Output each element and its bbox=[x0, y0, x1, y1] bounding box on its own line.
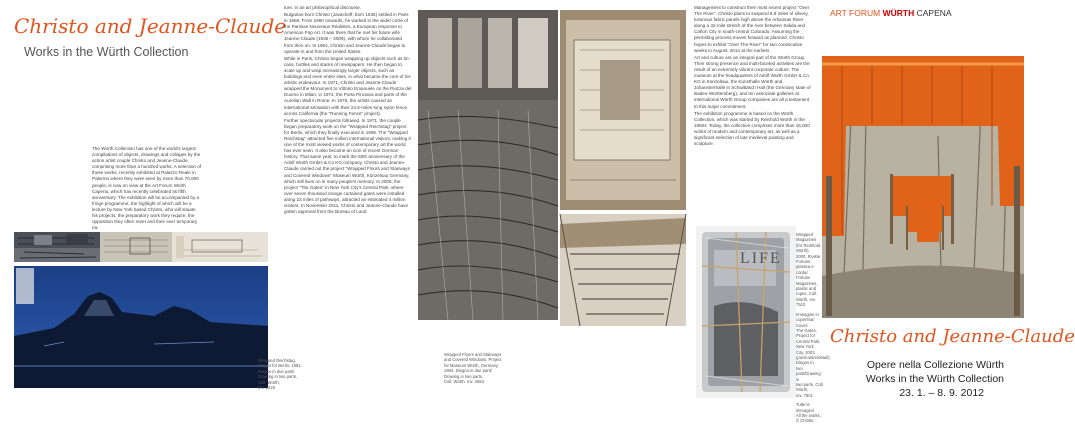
caption-line: Central Park, New York bbox=[796, 338, 821, 350]
drawing-strip-mid bbox=[100, 232, 172, 262]
header-brand: WÜRTH bbox=[882, 8, 915, 18]
wurth-paragraph: Management to construct their most recent project "Over The River". Christo plans to suspend 5.9 miles of silvery, luminous fabric panels high above the Arkansas River along a 42-mile stretch of the river between Salida and Cañon City in south-central Colorado. Assuming the permitting process moves forward as planned, Christo hopes to exhibit "Over The River" for two consecutive weeks in August, 2014 at the earliest. bbox=[694, 5, 810, 53]
caption-line: plastic and ropes, Coll. bbox=[796, 286, 818, 297]
caption-line: All the works: bbox=[796, 413, 821, 418]
caption-line: (for Reinhold Würth), bbox=[796, 242, 820, 254]
caption-line: Project for Berlin, 1991. bbox=[258, 363, 302, 369]
header-post: CAPENA bbox=[916, 8, 952, 18]
caption-line: Wrapped Magazines bbox=[796, 232, 817, 243]
caption-line: Diegno in due parti/ bbox=[258, 368, 295, 374]
history-paragraph: Bulgarian-born Christo (Javacheff, born 1935) settled in Paris in 1958. From 1960 onwards, he worked in the wider circle of the Parisian Nouveaux Réalistes, a European response to American Pop Art. It was there that he met his future wife Jeanne-Claude (1935 – 2009), with whom he collaborated from then on. In 1964, Christo and Jeanne-Claude began to operate in and from the United States. bbox=[284, 12, 409, 54]
history-paragraph: Further spectacular projects followed. In 1971, the couple began preparatory work on the "Wrapped Reichstag" project for Berlin, which they finally executed in 1995. The "Wrapped Reichstag" attracted five million international visitors, making it one of the most viewed works of contemporary art the world has ever seen. It also became an icon of recent German history. That same year, to mark the 50th anniversary of the Adolf Würth GmbH & Co KG company, Christo and Jeanne-Claude carried out the project "Wrapped Floors and Stairways and Covered Windows" Museum Würth, Künzelsau Germany, which still lives on in many people's memory. In 2005, the project "The Gates" in New York City's Central Park, where over seven thousand orange curtained gates were installed along 23 miles of pathways, attracted an estimated 4 million visitors. In November 2011, Christo and Jeanne-Claude have gotten approval from the Bureau of Land bbox=[284, 117, 411, 215]
caption-line: Würth, Inv. 7510 bbox=[796, 296, 816, 308]
cover-line-english: Works in the Würth Collection bbox=[865, 373, 1004, 385]
caption-line: City, 2003, (particolare/detail), Diegno in bbox=[796, 349, 831, 366]
stairs-drawing-image bbox=[560, 214, 686, 326]
caption-line: © Christo bbox=[796, 418, 814, 424]
wurth-column bbox=[694, 5, 814, 148]
script-title: Christo and Jeanne-Claude bbox=[14, 14, 287, 38]
caption-line: Coll. Würth, Inv. 2594 bbox=[444, 379, 484, 385]
caption-line: Fortune Magazines, bbox=[796, 275, 818, 286]
caption-line: 2000, Riviste Fortune, bbox=[796, 253, 821, 265]
drawing-strip-right bbox=[172, 232, 268, 262]
caption-line: for Museum Würth, Germany, bbox=[444, 362, 499, 368]
caption-line: Wrapped Reichstag, bbox=[258, 358, 296, 363]
history-paragraph: ture, in an art philosophical discourse. bbox=[284, 5, 362, 10]
subtitle: Works in the Würth Collection bbox=[24, 45, 189, 59]
caption-line: Wrapped Floors and Stairways bbox=[444, 352, 502, 357]
caption-line: Immagine in bbox=[796, 311, 819, 317]
reichstag-drawing-image bbox=[14, 266, 268, 388]
wrapped-magazines-image bbox=[696, 226, 796, 398]
wurth-paragraph: Art and culture are an integral part of the Würth Group. Their strong presence and multi-faceted activities are the result of an extremely vibrant corporate culture. The museum at the headquarters of Adolf Würth GmbH & Co. KG in Künzelsau, the Kunsthalle Würth and Johanniterhalle in Schwäbisch Hall (the Germany state of Baden-Württemberg), and ten associate galleries at international Würth Group companies are all a testament to this major commitment. bbox=[694, 54, 811, 109]
caption-line: Drawing in two parts, bbox=[444, 373, 484, 379]
caption-line: two parts, Coll. Würth, bbox=[796, 381, 824, 393]
history-column bbox=[284, 5, 412, 216]
magazine-title: LIFE bbox=[740, 250, 782, 267]
magazines-caption bbox=[796, 232, 831, 424]
caption-line: copertina/ Cover: bbox=[796, 317, 815, 328]
caption-line: plastica e corda/ bbox=[796, 264, 814, 275]
caption-line: Inv. 7501 bbox=[796, 392, 813, 398]
drawing-strip-left bbox=[14, 232, 100, 262]
panel-cover bbox=[822, 0, 1075, 410]
caption-line: Coll. Würth, bbox=[258, 379, 280, 385]
cover-script-title: Christo and Jeanne-Claude bbox=[830, 326, 1075, 347]
cover-line-italian: Opere nella Collezione Würth bbox=[866, 359, 1004, 371]
history-paragraph: While in Paris, Christo began wrapping up objects such as tin-cans, bottles and stacks of newspapers. He then began to scale up and wrap increasingly larger objects, such as buildings and even entire sites, in what became the core of his artistic endeavour. In 1971, Christo and Jeanne-Claude wrapped the Monument to Vittorio Emanuele on the Piazza del Duomo in Milan; in 1974, the Porta Pinciana and parts of the Aurelian Wall in Rome. In 1976, the artists caused an international sensation with their 24.5-miles-long nylon fence across California (the "Running Fence" project). bbox=[284, 55, 412, 116]
art-forum-header bbox=[830, 8, 952, 18]
floors-drawing-image bbox=[560, 10, 686, 210]
caption-line: Drawing in two parts, bbox=[258, 374, 298, 380]
panel-floors bbox=[412, 0, 692, 410]
panel-wurth bbox=[692, 0, 831, 424]
caption-line: The Gates, Project for bbox=[796, 327, 817, 339]
caption-line: Tutte le immagini/ bbox=[796, 402, 814, 413]
header-pre: ART FORUM bbox=[830, 8, 881, 18]
caption-line: and Covered Windows, Project bbox=[444, 357, 502, 363]
wurth-paragraph: The exhibition programme is based on the Würth Collection, which was started by Reinhold Würth in the 1960s. Today, the collection comprises more than 15,000 works of modern and contemporary art, as well as a significant selection of late medieval painting and sculpture. bbox=[694, 110, 810, 147]
intro-text: The Würth Collection has one of the world's largest compilations of objects, drawings and collages by the action artist couple Christo and Jeanne-Claude, comprising more than a hundred works. A selection of these works, recently exhibited at Palazzo Reale in Palermo where they were seen by more than 70,000 people, is now on view at the Art Forum Würth Capena, which has recently celebrated its fifth anniversary. The exhibition will be accompanied by a fringe programme, the highlight of which will be a lecture by New York based Christo, who will situate his projects, the preparatory work they require, the opposition they often meet and their ever temporary na- bbox=[92, 146, 202, 231]
floors-caption bbox=[444, 352, 564, 384]
the-gates-cover-image bbox=[822, 56, 1024, 318]
caption-line: two parti/Drawing in bbox=[796, 365, 821, 382]
reichstag-caption bbox=[258, 358, 318, 390]
caption-line: Inv. 2229 bbox=[258, 385, 275, 391]
panel-history bbox=[258, 0, 412, 410]
wrapped-floors-photo bbox=[418, 10, 558, 320]
cover-dates: 23. 1. – 8. 9. 2012 bbox=[899, 387, 984, 399]
caption-line: 1994, Diegno in due parti/ bbox=[444, 368, 492, 374]
panel-intro bbox=[0, 0, 287, 410]
